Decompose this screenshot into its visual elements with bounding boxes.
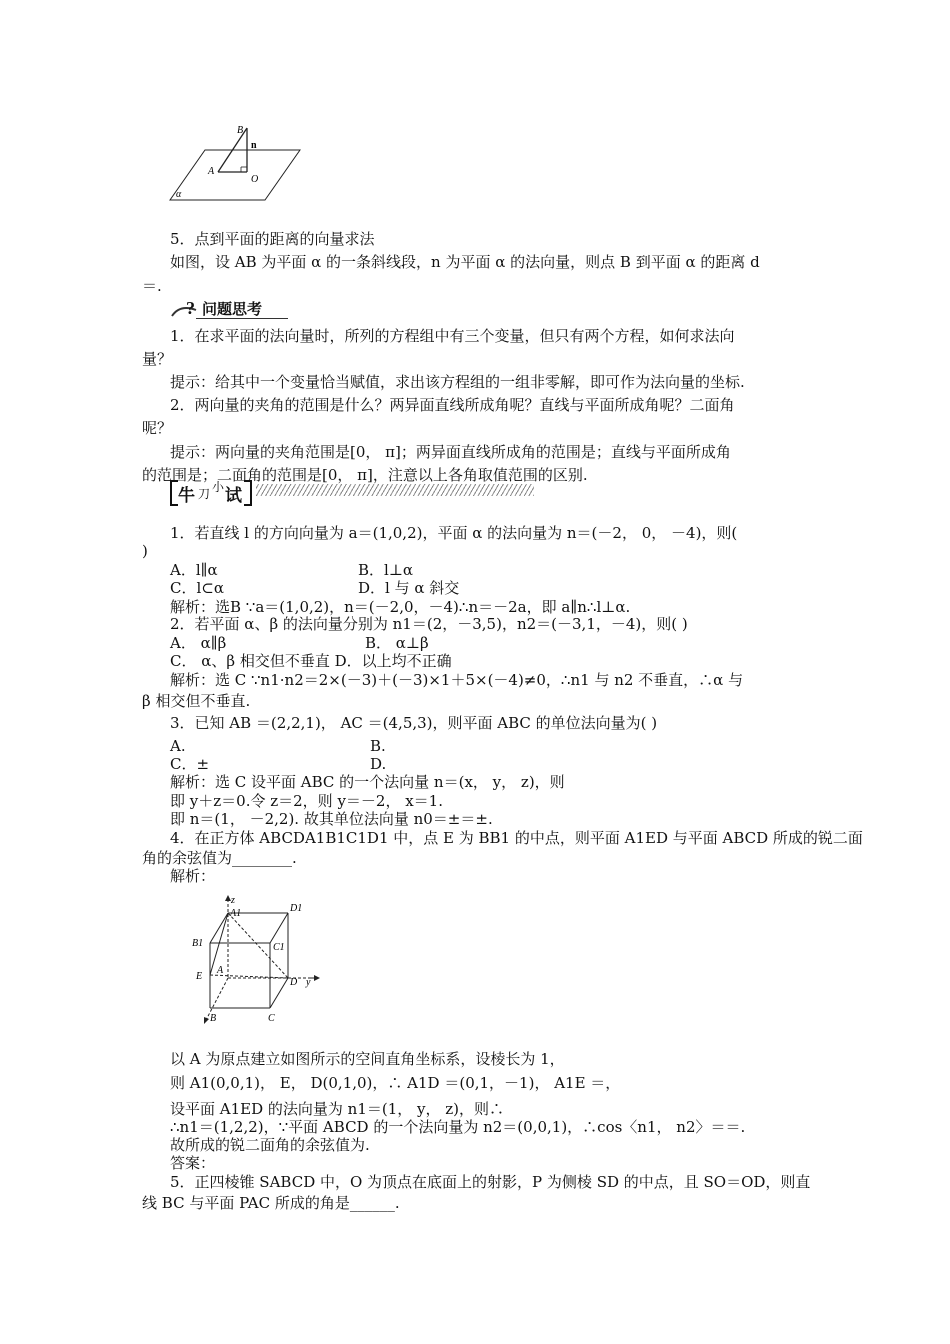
trial-hatch-bar bbox=[256, 484, 534, 496]
question-4-tail: 角的余弦值为________. bbox=[142, 849, 297, 867]
solution-2-tail: β 相交但不垂直. bbox=[142, 692, 251, 710]
trial-section-head bbox=[170, 478, 540, 506]
fig1-label-B: B bbox=[237, 125, 244, 136]
question-1-tail: ) bbox=[142, 542, 148, 560]
fig2-label-B: B bbox=[210, 1013, 217, 1024]
solution-4-line: ∴n1＝(1,2,2)，∵平面 ABCD 的一个法向量为 n2＝(0,0,1)，∴cos〈n1， n2〉＝＝. bbox=[170, 1118, 746, 1136]
solution-3: 解析：选 C 设平面 ABC 的一个法向量 n＝(x， y， z)，则 bbox=[170, 773, 565, 791]
fig2-label-D: D bbox=[290, 977, 298, 988]
hint-line: 提示：两向量的夹角范围是[0， π]；两异面直线所成角的范围是；直线与平面所成角 bbox=[170, 443, 731, 461]
question-5: 5．正四棱锥 SABCD 中，O 为顶点在底面上的射影，P 为侧棱 SD 的中点，且 SO＝OD，则直 bbox=[170, 1173, 811, 1191]
figure-plane-normal bbox=[165, 120, 310, 205]
fig2-label-z: z bbox=[231, 895, 235, 906]
fig2-label-E: E bbox=[196, 971, 203, 982]
option-c: C．l⊂α bbox=[170, 579, 224, 597]
solution-4-line: 以 A 为原点建立如图所示的空间直角坐标系，设棱长为 1， bbox=[170, 1050, 565, 1068]
svg-text:?: ? bbox=[186, 298, 195, 318]
solution-4-line: 设平面 A1ED 的法向量为 n1＝(1， y， z)，则∴ bbox=[170, 1100, 505, 1118]
option-a: A． α∥β bbox=[170, 634, 227, 652]
fig2-label-C1: C1 bbox=[273, 942, 285, 953]
fig1-label-O: O bbox=[251, 174, 259, 185]
question-4: 4．在正方体 ABCDA1B1C1D1 中，点 E 为 BB1 的中点，则平面 A1ED 与平面 ABCD 所成的锐二面 bbox=[170, 829, 863, 847]
solution-2: 解析：选 C ∵n1·n2＝2×(－3)＋(－3)×1＋5×(－4)≠0，∴n1 与 n2 不垂直，∴α 与 bbox=[170, 671, 744, 689]
option-a: A. bbox=[170, 737, 186, 755]
paragraph-line: 如图，设 AB 为平面 α 的一条斜线段，n 为平面 α 的法向量，则点 B 到平面 α 的距离 d bbox=[170, 253, 760, 271]
fig2-label-D1: D1 bbox=[290, 903, 303, 914]
fig2-label-A1: A1 bbox=[230, 908, 242, 919]
question-line: 量？ bbox=[142, 350, 173, 368]
point-to-plane-heading: 5．点到平面的距离的向量求法 bbox=[170, 230, 375, 248]
option-b: B．l⊥α bbox=[358, 561, 414, 579]
option-d: D．l 与 α 斜交 bbox=[358, 579, 460, 597]
fig1-label-n: n bbox=[251, 140, 257, 151]
question-line: 1．在求平面的法向量时，所列的方程组中有三个变量，但只有两个方程，如何求法向 bbox=[170, 327, 735, 345]
option-a: A．l∥α bbox=[170, 561, 218, 579]
question-3: 3．已知 AB ＝(2,2,1)， AC ＝(4,5,3)，则平面 ABC 的单位法向量为( ) bbox=[170, 714, 658, 732]
figure-cube bbox=[190, 893, 330, 1028]
option-c-d: C． α、β 相交但不垂直 D．以上均不正确 bbox=[170, 652, 452, 670]
trial-char-4: 试 bbox=[225, 486, 242, 506]
solution-4-line: 故所成的锐二面角的余弦值为. bbox=[170, 1136, 370, 1154]
solution-4-label: 解析： bbox=[170, 867, 216, 885]
question-icon bbox=[170, 296, 206, 320]
question-2: 2．若平面 α、β 的法向量分别为 n1＝(2，－3,5)，n2＝(－3,1，－4)，则( ) bbox=[170, 615, 688, 633]
question-1: 1．若直线 l 的方向向量为 a＝(1,0,2)，平面 α 的法向量为 n＝(－2， 0， －4)，则( bbox=[170, 524, 738, 542]
question-line: 呢？ bbox=[142, 419, 173, 437]
option-b: B. bbox=[370, 737, 386, 755]
fig2-label-A: A bbox=[217, 965, 224, 976]
answer-label: 答案： bbox=[170, 1154, 216, 1172]
fig2-label-y: y bbox=[306, 977, 311, 988]
option-b: B． α⊥β bbox=[365, 634, 429, 652]
solution-3-line: 即 n＝(1， －2,2). 故其单位法向量 n0＝±＝±. bbox=[170, 810, 493, 828]
trial-char-3: 小 bbox=[212, 480, 225, 494]
fig2-label-B1: B1 bbox=[192, 938, 204, 949]
think-section-title: 问题思考 bbox=[202, 300, 263, 318]
trial-char-2: 刀 bbox=[198, 487, 211, 501]
option-d: D. bbox=[370, 755, 387, 773]
hint-line: 的范围是；二面角的范围是[0， π]，注意以上各角取值范围的区别. bbox=[142, 466, 588, 484]
question-5-tail: 线 BC 与平面 PAC 所成的角是______. bbox=[142, 1194, 400, 1212]
solution-3-line: 即 y＋z＝0.令 z＝2，则 y＝－2， x＝1. bbox=[170, 792, 443, 810]
trial-char-1: 牛 bbox=[178, 486, 195, 506]
question-line: 2．两向量的夹角的范围是什么？两异面直线所成角呢？直线与平面所成角呢？二面角 bbox=[170, 396, 735, 414]
fig1-label-A: A bbox=[208, 166, 215, 177]
option-c: C．± bbox=[170, 755, 210, 773]
fig2-label-C: C bbox=[268, 1013, 275, 1024]
solution-1: 解析：选B ∵a＝(1,0,2)，n＝(－2,0，－4)∴n＝－2a，即 a∥n∴l⊥α. bbox=[170, 598, 631, 616]
paragraph-line: ＝. bbox=[142, 277, 162, 295]
fig1-label-alpha: α bbox=[176, 189, 182, 200]
solution-4-line: 则 A1(0,0,1)， E， D(0,1,0)，∴ A1D ＝(0,1，－1)， A1E ＝， bbox=[170, 1074, 621, 1092]
think-section-head bbox=[170, 296, 288, 320]
hint-line: 提示：给其中一个变量恰当赋值，求出该方程组的一组非零解，即可作为法向量的坐标. bbox=[170, 373, 745, 391]
